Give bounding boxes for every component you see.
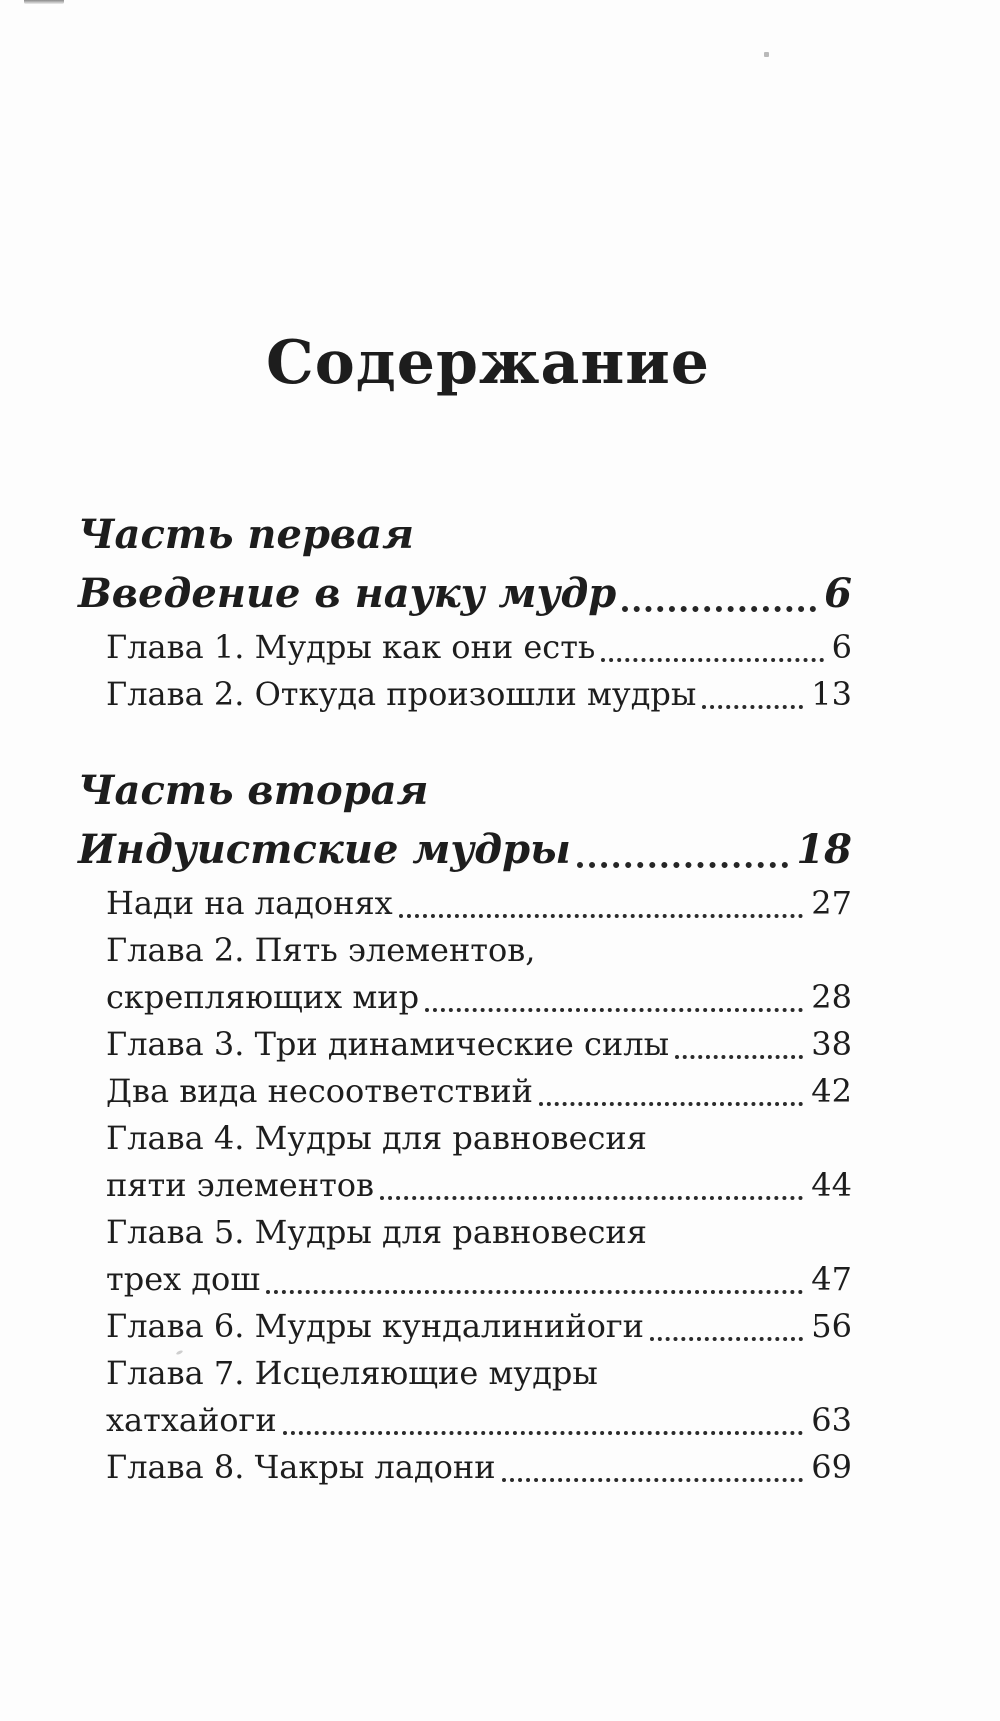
entry-page-number: 42: [811, 1072, 852, 1110]
table-of-contents: [78, 506, 852, 1491]
dot-leader: [622, 606, 816, 612]
entry-title: Глава 4. Мудры для равновесия: [106, 1119, 647, 1157]
toc-entry-line1: [106, 1209, 852, 1256]
part-title: Введение в науку мудр: [78, 570, 617, 617]
part-label: Часть вторая: [78, 767, 429, 814]
dot-leader: [650, 1337, 803, 1341]
dot-leader: [502, 1478, 804, 1482]
entry-title-continued: трех дош: [106, 1260, 261, 1298]
entry-page-number: 44: [811, 1166, 852, 1204]
entry-title: Глава 1. Мудры как они есть: [106, 628, 596, 666]
toc-entry-line1: [106, 1115, 852, 1162]
entry-page-number: 28: [811, 978, 852, 1016]
entry-list: [78, 624, 852, 718]
entry-page-number: 63: [811, 1401, 852, 1439]
toc-entry: [106, 1303, 852, 1350]
dot-leader: [283, 1431, 804, 1435]
entry-title: Два вида несоответствий: [106, 1072, 533, 1110]
toc-entry: [106, 1068, 852, 1115]
scan-artifact-bar: [24, 0, 64, 4]
part-title: Индуистские мудры: [78, 826, 571, 873]
scan-speck: [764, 52, 769, 57]
part-page-number: 6: [824, 570, 852, 617]
entry-page-number: 38: [811, 1025, 852, 1063]
page-title: Содержание: [266, 328, 710, 399]
entry-page-number: 69: [811, 1448, 852, 1486]
part-title-row: [78, 820, 852, 880]
dot-leader: [577, 862, 789, 868]
dot-leader: [601, 658, 823, 662]
toc-entry: [106, 671, 852, 718]
dot-leader: [380, 1196, 803, 1200]
entry-page-number: 6: [831, 628, 852, 666]
toc-section-part-two: [78, 762, 852, 1491]
dot-leader: [425, 1008, 803, 1012]
toc-entry: [106, 1021, 852, 1068]
dot-leader: [702, 705, 803, 709]
dot-leader: [675, 1055, 803, 1059]
entry-title: Глава 6. Мудры кундалинийоги: [106, 1307, 644, 1345]
dot-leader: [266, 1290, 803, 1294]
toc-entry-line2: [106, 974, 852, 1021]
entry-page-number: 47: [811, 1260, 852, 1298]
entry-title: Глава 3. Три динамические силы: [106, 1025, 670, 1063]
toc-entry-line2: [106, 1397, 852, 1444]
toc-entry: [106, 1444, 852, 1491]
part-title-row: [78, 564, 852, 624]
entry-page-number: 27: [811, 884, 852, 922]
toc-entry-line2: [106, 1256, 852, 1303]
entry-title: Глава 2. Откуда произошли мудры: [106, 675, 697, 713]
toc-entry-line2: [106, 1162, 852, 1209]
entry-title-continued: хатхайоги: [106, 1401, 277, 1439]
entry-title: Нади на ладонях: [106, 884, 393, 922]
entry-page-number: 56: [811, 1307, 852, 1345]
entry-title: Глава 2. Пять элементов,: [106, 931, 536, 969]
toc-section-part-one: [78, 506, 852, 718]
dot-leader: [539, 1102, 803, 1106]
toc-entry-line1: [106, 927, 852, 974]
entry-page-number: 13: [811, 675, 852, 713]
dot-leader: [399, 914, 804, 918]
entry-title-continued: скрепляющих мир: [106, 978, 420, 1016]
toc-entry-line1: [106, 1350, 852, 1397]
part-label: Часть первая: [78, 511, 414, 558]
toc-entry: [106, 880, 852, 927]
entry-list: [78, 880, 852, 1491]
entry-title-continued: пяти элементов: [106, 1166, 375, 1204]
entry-title: Глава 5. Мудры для равновесия: [106, 1213, 647, 1251]
entry-title: Глава 8. Чакры ладони: [106, 1448, 496, 1486]
entry-title: Глава 7. Исцеляющие мудры: [106, 1354, 598, 1392]
toc-entry: [106, 624, 852, 671]
part-page-number: 18: [796, 826, 852, 873]
